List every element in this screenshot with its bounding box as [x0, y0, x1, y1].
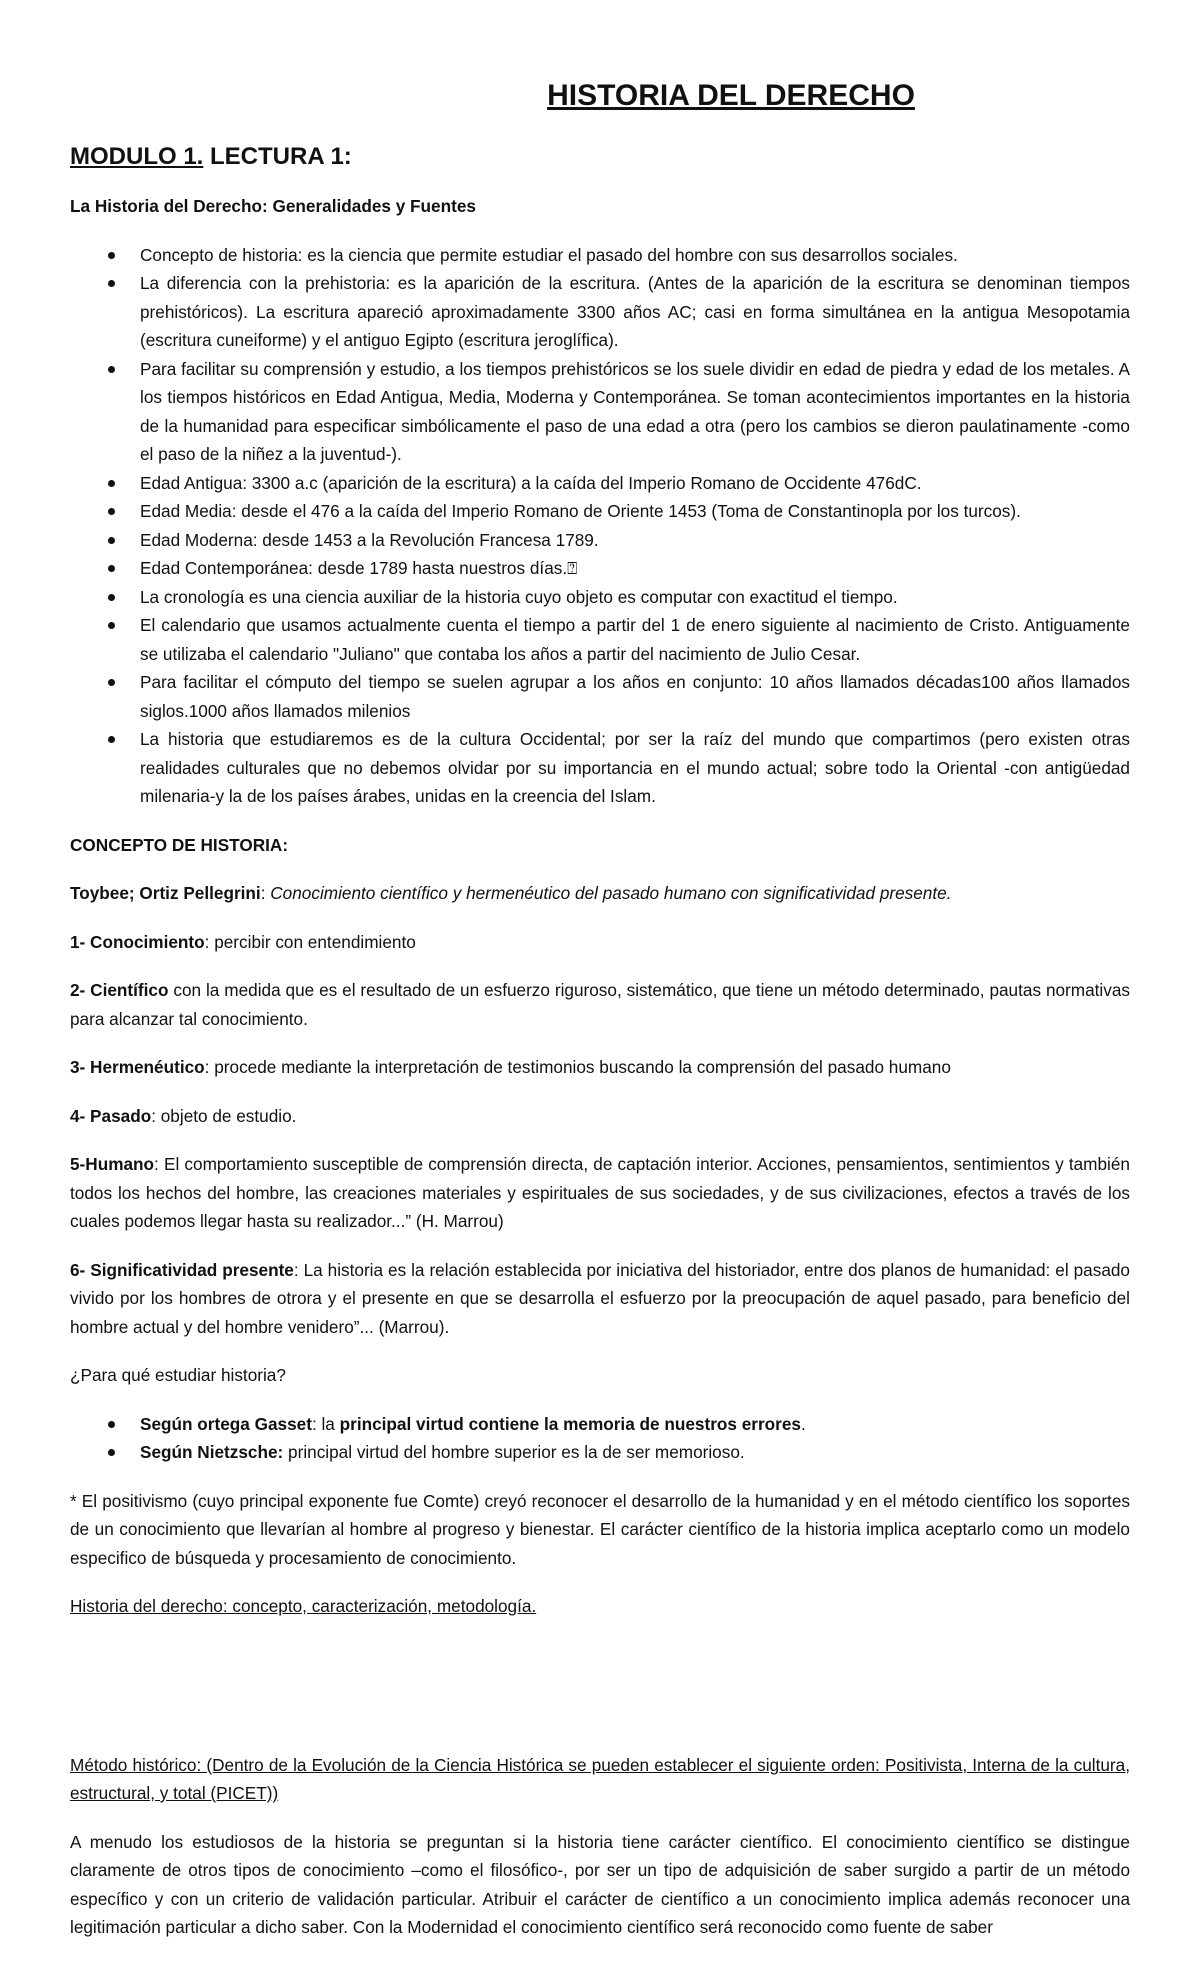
point-paragraph: 1- Conocimiento: percibir con entendimiento [70, 931, 416, 952]
definition-authors: Toybee; Ortiz Pellegrini [70, 883, 261, 903]
list-item: La historia que estudiaremos es de la cultura Occidental; por ser la raíz del mundo que compartimos (pero existen otras realidades culturales que no debemos olvidar por su importancia en el mundo actual; sobre todo la Oriental -con antigüedad milenaria-y la de los países árabes, unidas en la creencia del Islam. [70, 725, 1130, 811]
generalidades-list [70, 241, 1130, 811]
bullet-icon [108, 679, 115, 686]
historia-derecho-heading: Historia del derecho: concepto, caracterización, metodología. [70, 1596, 537, 1616]
definition-text: Conocimiento científico y hermenéutico del pasado humano con significatividad presente. [270, 883, 952, 903]
metodo-heading: Método histórico: (Dentro de la Evolución de la Ciencia Histórica se pueden establecer el siguiente orden: Positivista, Interna de la cultura, estructural, y total (PICET)) [70, 1754, 1130, 1803]
lectura-label: LECTURA 1: [203, 143, 352, 170]
bullet-icon [108, 508, 115, 515]
bullet-icon [108, 594, 115, 601]
section-heading-generalidades: La Historia del Derecho: Generalidades y Fuentes [70, 196, 476, 216]
list-item: Para facilitar su comprensión y estudio, a los tiempos prehistóricos se los suele dividir en edad de piedra y edad de los metales. A los tiempos históricos en Edad Antigua, Media, Moderna y Contemporánea. Se toman acontecimientos importantes en la historia de la humanidad para especificar simbólicamente el paso de una edad a otra (pero los cambios se dieron paulatinamente -como el paso de la niñez a la juventud-). [70, 355, 1130, 469]
list-item: Para facilitar el cómputo del tiempo se suelen agrupar a los años en conjunto: 10 años llamados décadas100 años llamados siglos.1000 años llamados milenios [70, 668, 1130, 725]
concepto-heading: CONCEPTO DE HISTORIA: [70, 834, 289, 855]
point-term: 1- Conocimiento [70, 931, 205, 952]
final-paragraph: A menudo los estudiosos de la historia se preguntan si la historia tiene carácter científico. El conocimiento científico se distingue claramente de otros tipos de conocimiento –como el filosófico-, por ser un tipo de adquisición de saber surgido a partir de un método específico y con un criterio de validación particular. Atribuir el carácter de científico a un conocimiento implica además reconocer una legitimación particular a dicho saber. Con la Modernidad el conocimiento científico será reconocido como fuente de saber [70, 1831, 1130, 1937]
point-term: 6- Significatividad presente [70, 1259, 294, 1280]
blank-spacer [70, 1641, 1130, 1751]
list-item: Según Nietzsche: principal virtud del hombre superior es la de ser memorioso. [70, 1438, 1130, 1467]
why-list [70, 1410, 1130, 1467]
point-term: 4- Pasado [70, 1105, 152, 1126]
point-paragraph: 5-Humano: El comportamiento susceptible de comprensión directa, de captación interior. Acciones, pensamientos, sentimientos y también todos los hechos del hombre, las creaciones materiales y espirituales de sus sociedades, y de sus civilizaciones, efectos a través de los cuales podemos llegar hasta su realizador...” (H. Marrou) [70, 1154, 1130, 1231]
point-term: 2- Científico [70, 980, 169, 1000]
bullet-icon [108, 1449, 115, 1456]
list-item: El calendario que usamos actualmente cuenta el tiempo a partir del 1 de enero siguiente al nacimiento de Cristo. Antiguamente se utilizaba el calendario "Juliano" que contaba los años a partir del nacimiento de Julio Cesar. [70, 611, 1130, 668]
point-paragraph: 4- Pasado: objeto de estudio. [70, 1105, 297, 1126]
bullet-icon [108, 280, 115, 287]
bullet-icon [108, 1421, 115, 1428]
point-term: 3- Hermenéutico [70, 1057, 205, 1077]
bullet-icon [108, 252, 115, 259]
document-title: HISTORIA DEL DERECHO [547, 79, 915, 112]
bullet-icon [108, 736, 115, 743]
list-item: La cronología es una ciencia auxiliar de la historia cuyo objeto es computar con exactitud el tiempo. [70, 583, 1130, 612]
list-item: Edad Media: desde el 476 a la caída del Imperio Romano de Oriente 1453 (Toma de Constantinopla por los turcos). [70, 497, 1130, 526]
why-question: ¿Para qué estudiar historia? [70, 1365, 286, 1385]
bullet-icon [108, 480, 115, 487]
point-paragraph: 6- Significatividad presente: La historia es la relación establecida por iniciativa del historiador, entre dos planos de humanidad: el pasado vivido por los hombres de otrora y el presente en que se desarrolla el esfuerzo por la preocupación de aquel pasado, para beneficio del hombre actual y del hombre venidero”... (Marrou). [70, 1259, 1130, 1337]
positivism-paragraph: * El positivismo (cuyo principal exponente fue Comte) creyó reconocer el desarrollo de la humanidad y en el método científico los soportes de un conocimiento que llevarían al hombre al progreso y bienestar. El carácter científico de la historia implica aceptarlo como un modelo especifico de búsqueda y procesamiento de conocimiento. [70, 1490, 1130, 1568]
module-label: MODULO 1. [70, 143, 204, 170]
bullet-icon [108, 622, 115, 629]
point-paragraph: 2- Científico con la medida que es el resultado de un esfuerzo riguroso, sistemático, que tiene un método determinado, pautas normativas para alcanzar tal conocimiento. [70, 980, 1130, 1029]
list-item: Edad Antigua: 3300 a.c (aparición de la escritura) a la caída del Imperio Romano de Occidente 476dC. [70, 469, 1130, 498]
list-item: La diferencia con la prehistoria: es la aparición de la escritura. (Antes de la aparición de la escritura se denominan tiempos prehistóricos). La escritura apareció aproximadamente 3300 años AC; casi en forma simultánea en la antigua Mesopotamia (escritura cuneiforme) y el antiguo Egipto (escritura jeroglífica). [70, 269, 1130, 355]
point-paragraph: 3- Hermenéutico: procede mediante la interpretación de testimonios buscando la comprensión del pasado humano [70, 1057, 951, 1077]
list-item: Edad Contemporánea: desde 1789 hasta nuestros días.⍰ [70, 554, 1130, 583]
list-item: Edad Moderna: desde 1453 a la Revolución Francesa 1789. [70, 526, 1130, 555]
module-heading [70, 142, 1130, 172]
point-term: 5-Humano [70, 1154, 155, 1174]
bullet-icon [108, 366, 115, 373]
bullet-icon [108, 565, 115, 572]
list-item: Según ortega Gasset: la principal virtud contiene la memoria de nuestros errores. [70, 1410, 1130, 1439]
definition-paragraph: Toybee; Ortiz Pellegrini: Conocimiento científico y hermenéutico del pasado humano con significatividad presente. [70, 883, 952, 903]
list-item: Concepto de historia: es la ciencia que permite estudiar el pasado del hombre con sus desarrollos sociales. [70, 241, 1130, 270]
bullet-icon [108, 537, 115, 544]
